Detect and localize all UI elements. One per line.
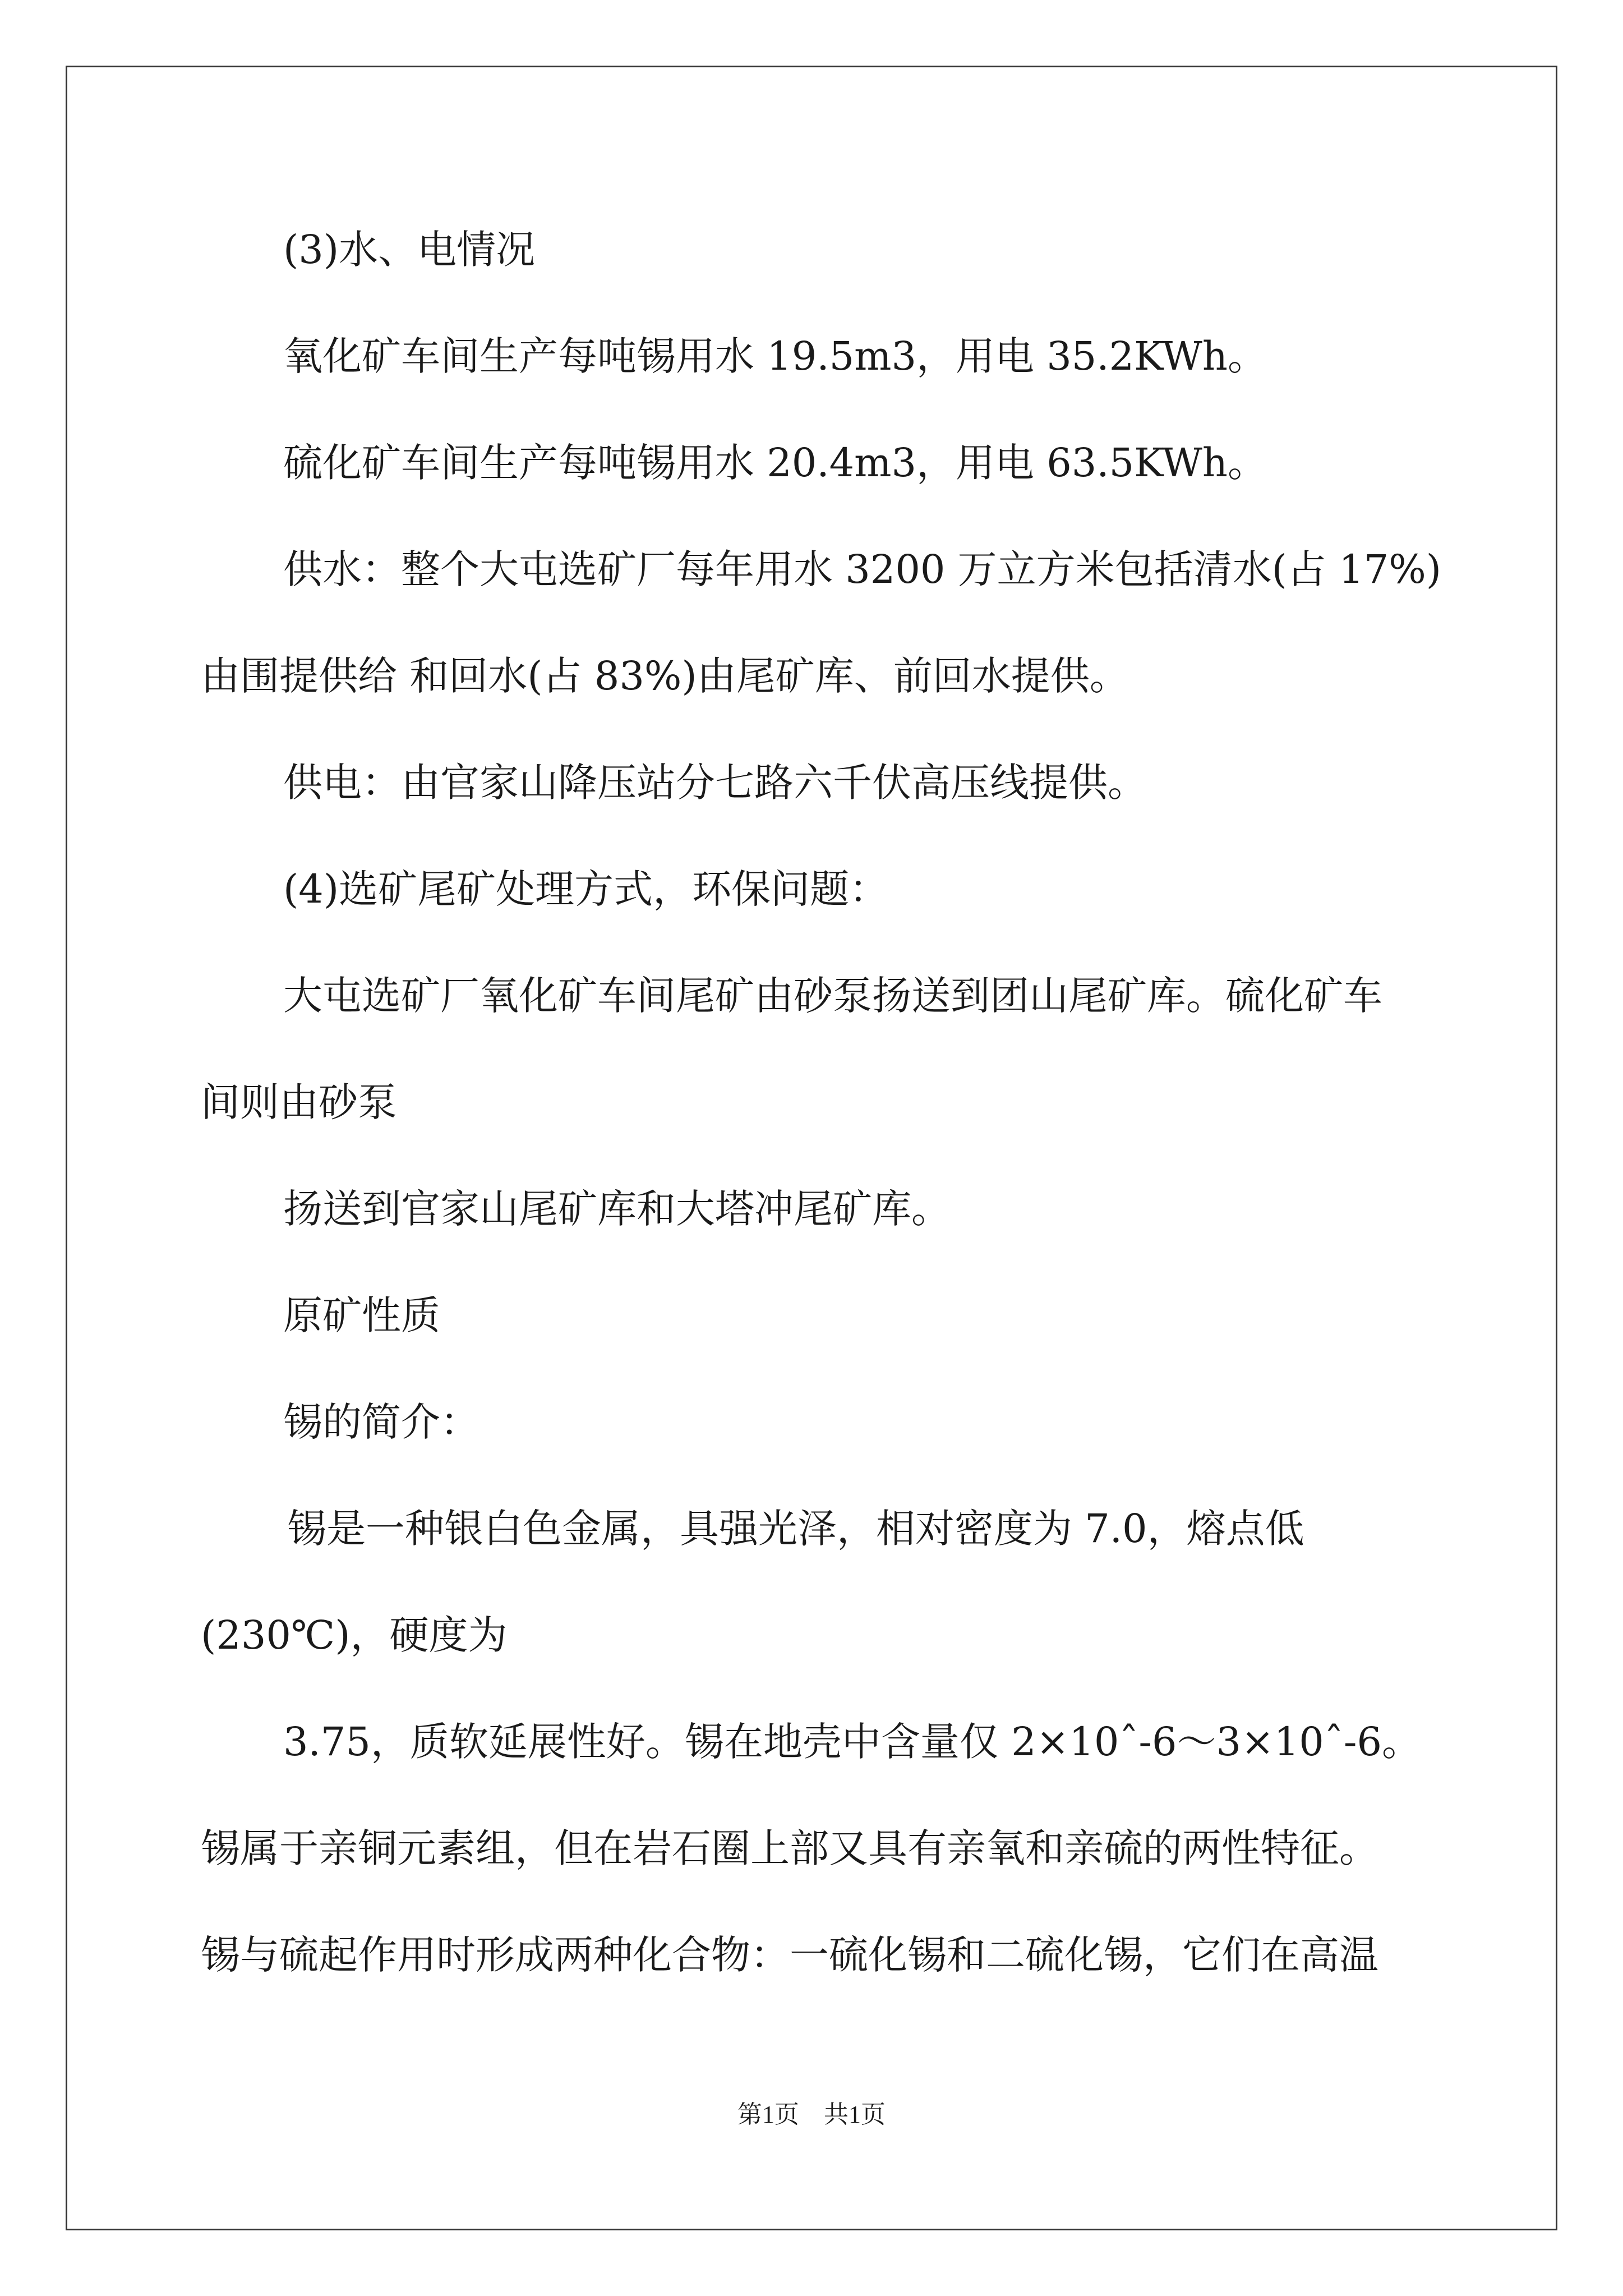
paragraph-line: 锡是一种银白色金属，具强光泽，相对密度为 7.0，熔点低 — [287, 1506, 1304, 1552]
paragraph-line: 扬送到官家山尾矿库和大塔冲尾矿库。 — [283, 1186, 951, 1232]
page-footer: 第1页 共1页 — [737, 2101, 886, 2128]
paragraph-line: 供水：整个大屯选矿厂每年用水 3200 万立方米包括清水(占 17%) — [283, 546, 1442, 592]
paragraph-line: 硫化矿车间生产每吨锡用水 20.4m3，用电 63.5KWh。 — [283, 440, 1267, 486]
paragraph-line: 锡属于亲铜元素组，但在岩石圈上部又具有亲氧和亲硫的两性特征。 — [201, 1825, 1378, 1871]
heading-tin-intro: 锡的简介： — [283, 1399, 479, 1445]
paragraph-line: 3.75，质软延展性好。锡在地壳中含量仅 2×10ˆ-6～3×10ˆ-6。 — [283, 1719, 1422, 1765]
paragraph-line: 大屯选矿厂氧化矿车间尾矿由砂泵扬送到团山尾矿库。硫化矿车 — [283, 973, 1382, 1019]
paragraph-line: 锡与硫起作用时形成两种化合物：一硫化锡和二硫化锡，它们在高温 — [201, 1932, 1378, 1978]
paragraph-line: 间则由砂泵 — [201, 1079, 397, 1125]
paragraph-line: (230℃)，硬度为 — [201, 1612, 508, 1658]
heading-ore-properties: 原矿性质 — [283, 1292, 440, 1338]
paragraph-line: 氧化矿车间生产每吨锡用水 19.5m3，用电 35.2KWh。 — [283, 333, 1267, 379]
paragraph-line: 由围提供给 和回水(占 83%)由尾矿库、前回水提供。 — [201, 653, 1129, 699]
page-border — [66, 66, 1557, 2230]
heading-water-electricity: (3)水、电情况 — [283, 227, 536, 273]
heading-tailings: (4)选矿尾矿处理方式，环保问题： — [283, 866, 889, 912]
paragraph-line: 供电：由官家山降压站分七路六千伏高压线提供。 — [283, 760, 1147, 806]
